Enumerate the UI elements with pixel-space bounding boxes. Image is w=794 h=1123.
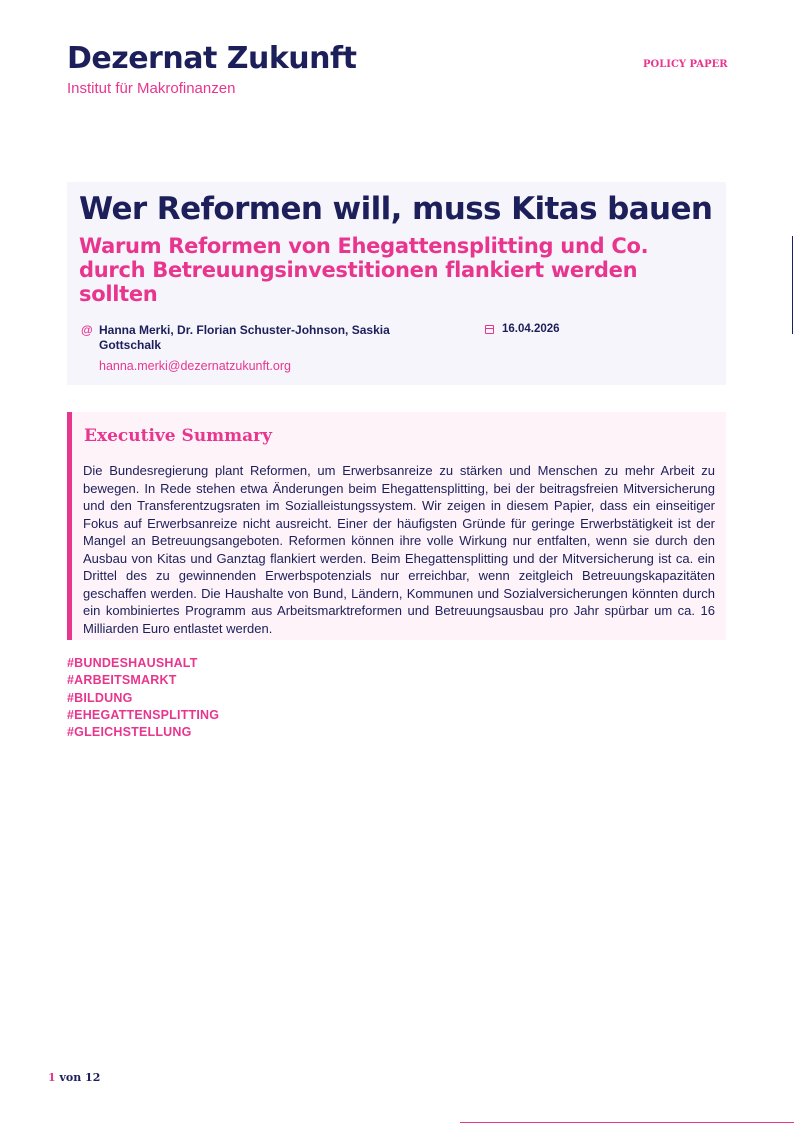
tag-item[interactable]: #BILDUNG <box>67 690 133 705</box>
tag-item[interactable]: #GLEICHSTELLUNG <box>67 725 192 740</box>
brand-logo-name: Dezernat Zukunft <box>67 41 357 76</box>
title-box <box>67 182 726 385</box>
tag-item[interactable]: #ARBEITSMARKT <box>67 673 177 688</box>
executive-summary-heading: Executive Summary <box>84 426 273 446</box>
page-number <box>48 1071 100 1084</box>
tag-item[interactable]: #BUNDESHAUSHALT <box>67 656 198 670</box>
document-type-label: POLICY PAPER <box>643 59 728 70</box>
page-number-current: 1 <box>48 1071 56 1084</box>
author-email-link[interactable]: hanna.merki@dezernatzukunft.org <box>99 359 291 373</box>
publication-date: 16.04.2026 <box>502 323 560 335</box>
paper-subtitle: Warum Reformen von Ehegattensplitting und Co. durch Betreuungsinvestitionen flankiert werden sollten <box>79 234 649 306</box>
paper-title: Wer Reformen will, muss Kitas bauen <box>79 191 713 227</box>
executive-summary-text: Die Bundesregierung plant Reformen, um Erwerbsanreize zu stärken und Menschen zu mehr Arbeit zu bewegen. In Rede stehen etwa Änderungen beim Ehegattensplitting, bei der beitragsfreien Mitversicherung und den Transferentzugsraten im Sozialleistungssystem. Wir zeigen in diesem Papier, dass ein einseitiger Fokus auf Erwerbsanreize nicht ausreicht. Einer der häufigsten Gründe für geringe Erwerbstätigkeit ist der Mangel an Betreuungsangeboten. Reformen können ihre volle Wirkung nur entfalten, wenn sie durch den Ausbau von Kitas und Ganztag flankiert werden. Beim Ehegattensplitting und der Mitversicherung ist ca. ein Drittel des zu gewinnenden Erwerbspotenzials nur erreichbar, wenn zeitgleich Betreuungskapazitäten geschaffen werden. Die Haushalte von Bund, Ländern, Kommunen und Sozialversicherungen könnten durch ein kombiniertes Programm aus Arbeitsmarktreformen und Betreuungsausbau pro Jahr spürbar um ca. 16 Milliarden Euro entlastet werden. <box>83 463 715 636</box>
page-edge-line <box>792 236 793 334</box>
page-number-total: von 12 <box>55 1071 101 1084</box>
calendar-icon <box>485 325 494 334</box>
authors: Hanna Merki, Dr. Florian Schuster-Johnson, Saskia Gottschalk <box>99 323 390 352</box>
executive-summary-box <box>67 412 726 640</box>
at-icon: @ <box>81 323 93 337</box>
tag-item[interactable]: #EHEGATTENSPLITTING <box>67 707 220 722</box>
tag-list <box>67 655 219 741</box>
brand-logo-subtitle: Institut für Makrofinanzen <box>67 80 236 97</box>
